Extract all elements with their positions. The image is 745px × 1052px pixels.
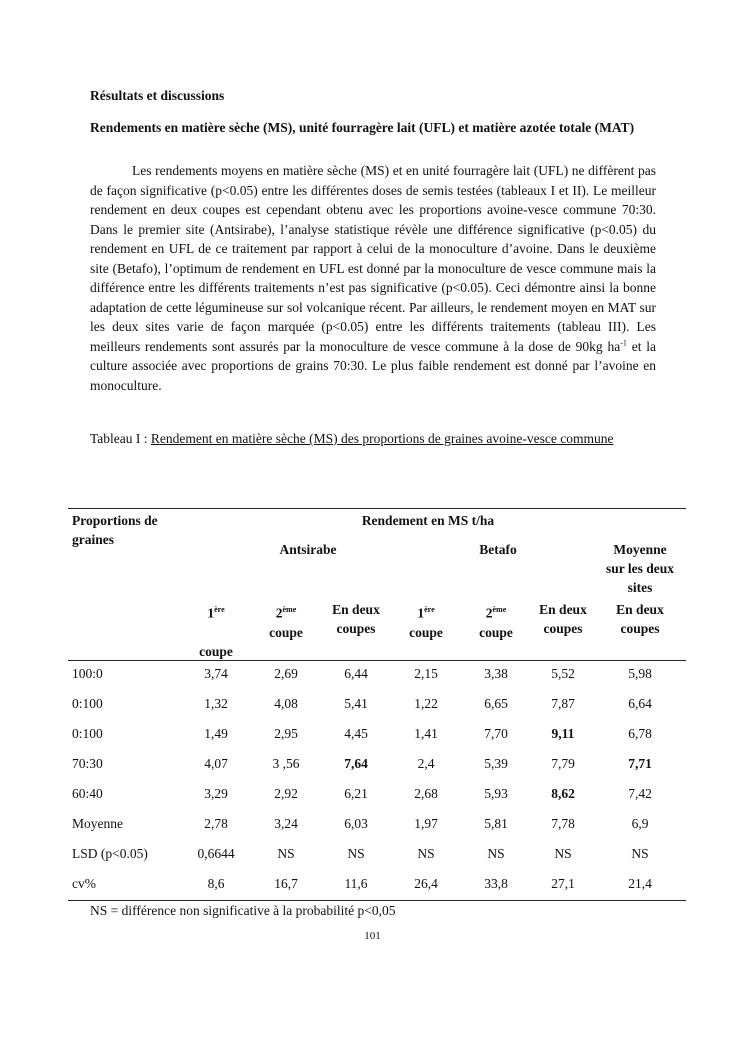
- table-cell: 0,6644: [197, 846, 235, 861]
- table-cell: 6,44: [344, 666, 368, 681]
- subheader-antsirabe-total: En deux coupes: [332, 602, 380, 636]
- row-label: LSD (p<0.05): [72, 846, 148, 861]
- table-header-rule: [68, 660, 686, 661]
- table-cell: 1,97: [414, 816, 438, 831]
- table-cell: 4,45: [344, 726, 368, 741]
- table-row: [68, 724, 686, 754]
- table-cell: 2,69: [274, 666, 298, 681]
- table-cell: 2,68: [414, 786, 438, 801]
- subheader-antsirabe-cut2: 2ème coupe: [269, 605, 303, 640]
- table-cell: 7,42: [628, 786, 652, 801]
- table-cell: 6,64: [628, 696, 652, 711]
- table-cell: 27,1: [551, 876, 575, 891]
- table-cell: 11,6: [344, 876, 368, 891]
- row-label: cv%: [72, 876, 96, 891]
- table-cell: NS: [417, 846, 435, 861]
- table-cell: NS: [277, 846, 295, 861]
- table-top-rule: [68, 508, 686, 509]
- table-bottom-rule: [68, 900, 686, 901]
- table-cell: 2,92: [274, 786, 298, 801]
- table-cell: NS: [554, 846, 572, 861]
- table-cell: 4,08: [274, 696, 298, 711]
- table-cell: 1,32: [204, 696, 228, 711]
- table-caption: [90, 430, 650, 448]
- table-cell: 3,74: [204, 666, 228, 681]
- table-cell: 21,4: [628, 876, 652, 891]
- caption-prefix: Tableau I :: [90, 431, 151, 446]
- table-cell: 2,95: [274, 726, 298, 741]
- table-cell: 5,41: [344, 696, 368, 711]
- group-header-yield: Rendement en MS t/ha: [361, 513, 495, 528]
- table-cell: 8,62: [551, 786, 575, 801]
- table-cell: NS: [347, 846, 365, 861]
- row-label: 100:0: [72, 666, 103, 681]
- site-header-antsirabe: Antsirabe: [279, 542, 337, 557]
- row-label: 0:100: [72, 696, 103, 711]
- table-cell: 2,78: [204, 816, 228, 831]
- col-header-proportions: Proportions de graines: [72, 513, 158, 547]
- subheader-betafo-cut1: 1ère coupe: [409, 605, 443, 640]
- subsection-title: Rendements en matière sèche (MS), unité fourragère lait (UFL) et matière azotée totale (MAT): [90, 120, 635, 135]
- superscript-unit: -1: [620, 338, 627, 347]
- page-number: 101: [364, 930, 381, 942]
- row-label: 0:100: [72, 726, 103, 741]
- table-cell: 3,24: [274, 816, 298, 831]
- paragraph-part-1: Les rendements moyens en matière sèche (MS) et en unité fourragère lait (UFL) ne diffèrent pas de façon significative (p<0.05) entre les différentes doses de semis testées (tableaux I et II). Le meilleur rendement en deux coupes est cependant obtenu avec les proportions avoine-vesce commune 70:30. Dans le premier site (Antsirabe), l’analyse statistique révèle une différence significative (p<0.05) du rendement en UFL de ce traitement par rapport à celui de la monoculture d’avoine. Dans le deuxième site (Betafo), l’optimum de rendement en UFL est donné par la monoculture de vesce commune mais la différence entre les différents traitements n’est pas significative (p<0.05). Ceci démontre ainsi la bonne adaptation de cette légumineuse sur sol volcanique récent. Par ailleurs, le rendement moyen en MAT sur les deux sites varie de façon marquée (p<0.05) entre les différents traitements (tableau III). Les meilleurs rendements sont assurés par la monoculture de vesce commune à la dose de 90kg ha: [90, 163, 656, 354]
- table-cell: 6,78: [628, 726, 652, 741]
- table-cell: 4,07: [204, 756, 228, 771]
- body-paragraph: [90, 161, 656, 395]
- table-row: [68, 664, 686, 694]
- table-cell: 3 ,56: [272, 756, 300, 771]
- table-cell: 3,38: [484, 666, 508, 681]
- table-cell: 8,6: [207, 876, 225, 891]
- table-row: [68, 814, 686, 844]
- table-cell: 1,22: [414, 696, 438, 711]
- section-title: Résultats et discussions: [90, 88, 225, 103]
- table-cell: 6,21: [344, 786, 368, 801]
- table-cell: 2,15: [414, 666, 438, 681]
- table-cell: 6,9: [631, 816, 649, 831]
- table-cell: 5,98: [628, 666, 652, 681]
- table-cell: 6,03: [344, 816, 368, 831]
- table-cell: 5,81: [484, 816, 508, 831]
- row-label: 70:30: [72, 756, 103, 771]
- table-cell: 16,7: [274, 876, 298, 891]
- table-row: [68, 754, 686, 784]
- subheader-betafo-cut2: 2ème coupe: [479, 605, 513, 640]
- table-cell: 7,78: [551, 816, 575, 831]
- table-cell: NS: [487, 846, 505, 861]
- table-cell: 7,64: [344, 756, 368, 771]
- subheader-average-total: En deux coupes: [616, 602, 664, 636]
- table-cell: 9,11: [551, 726, 575, 741]
- table-cell: 1,49: [204, 726, 228, 741]
- table-cell: 2,4: [417, 756, 435, 771]
- table-cell: 7,79: [551, 756, 575, 771]
- subheader-antsirabe-cut1: 1ère coupe: [199, 605, 233, 659]
- paragraph-part-2: et la culture associée avec proportions de grains 70:30. Le plus faible rendement est donné par l’avoine en monoculture.: [90, 338, 656, 393]
- table-cell: 5,39: [484, 756, 508, 771]
- table-cell: 33,8: [484, 876, 508, 891]
- table-cell: 1,41: [414, 726, 438, 741]
- table-cell: 5,93: [484, 786, 508, 801]
- table-cell: NS: [631, 846, 649, 861]
- table-row: [68, 694, 686, 724]
- table-cell: 3,29: [204, 786, 228, 801]
- table-cell: 5,52: [551, 666, 575, 681]
- table-cell: 6,65: [484, 696, 508, 711]
- subheader-betafo-total: En deux coupes: [539, 602, 587, 636]
- row-label: Moyenne: [72, 816, 123, 831]
- caption-title: Rendement en matière sèche (MS) des proportions de graines avoine-vesce commune: [150, 431, 614, 446]
- row-label: 60:40: [72, 786, 103, 801]
- site-header-average: Moyenne sur les deux sites: [605, 542, 674, 595]
- site-header-betafo: Betafo: [479, 542, 517, 557]
- table-cell: 7,71: [628, 756, 652, 771]
- table-row: [68, 784, 686, 814]
- table-row: [68, 844, 686, 874]
- table-cell: 7,87: [551, 696, 575, 711]
- table-cell: 26,4: [414, 876, 438, 891]
- table-cell: 7,70: [484, 726, 508, 741]
- table-footnote: NS = différence non significative à la probabilité p<0,05: [90, 903, 396, 918]
